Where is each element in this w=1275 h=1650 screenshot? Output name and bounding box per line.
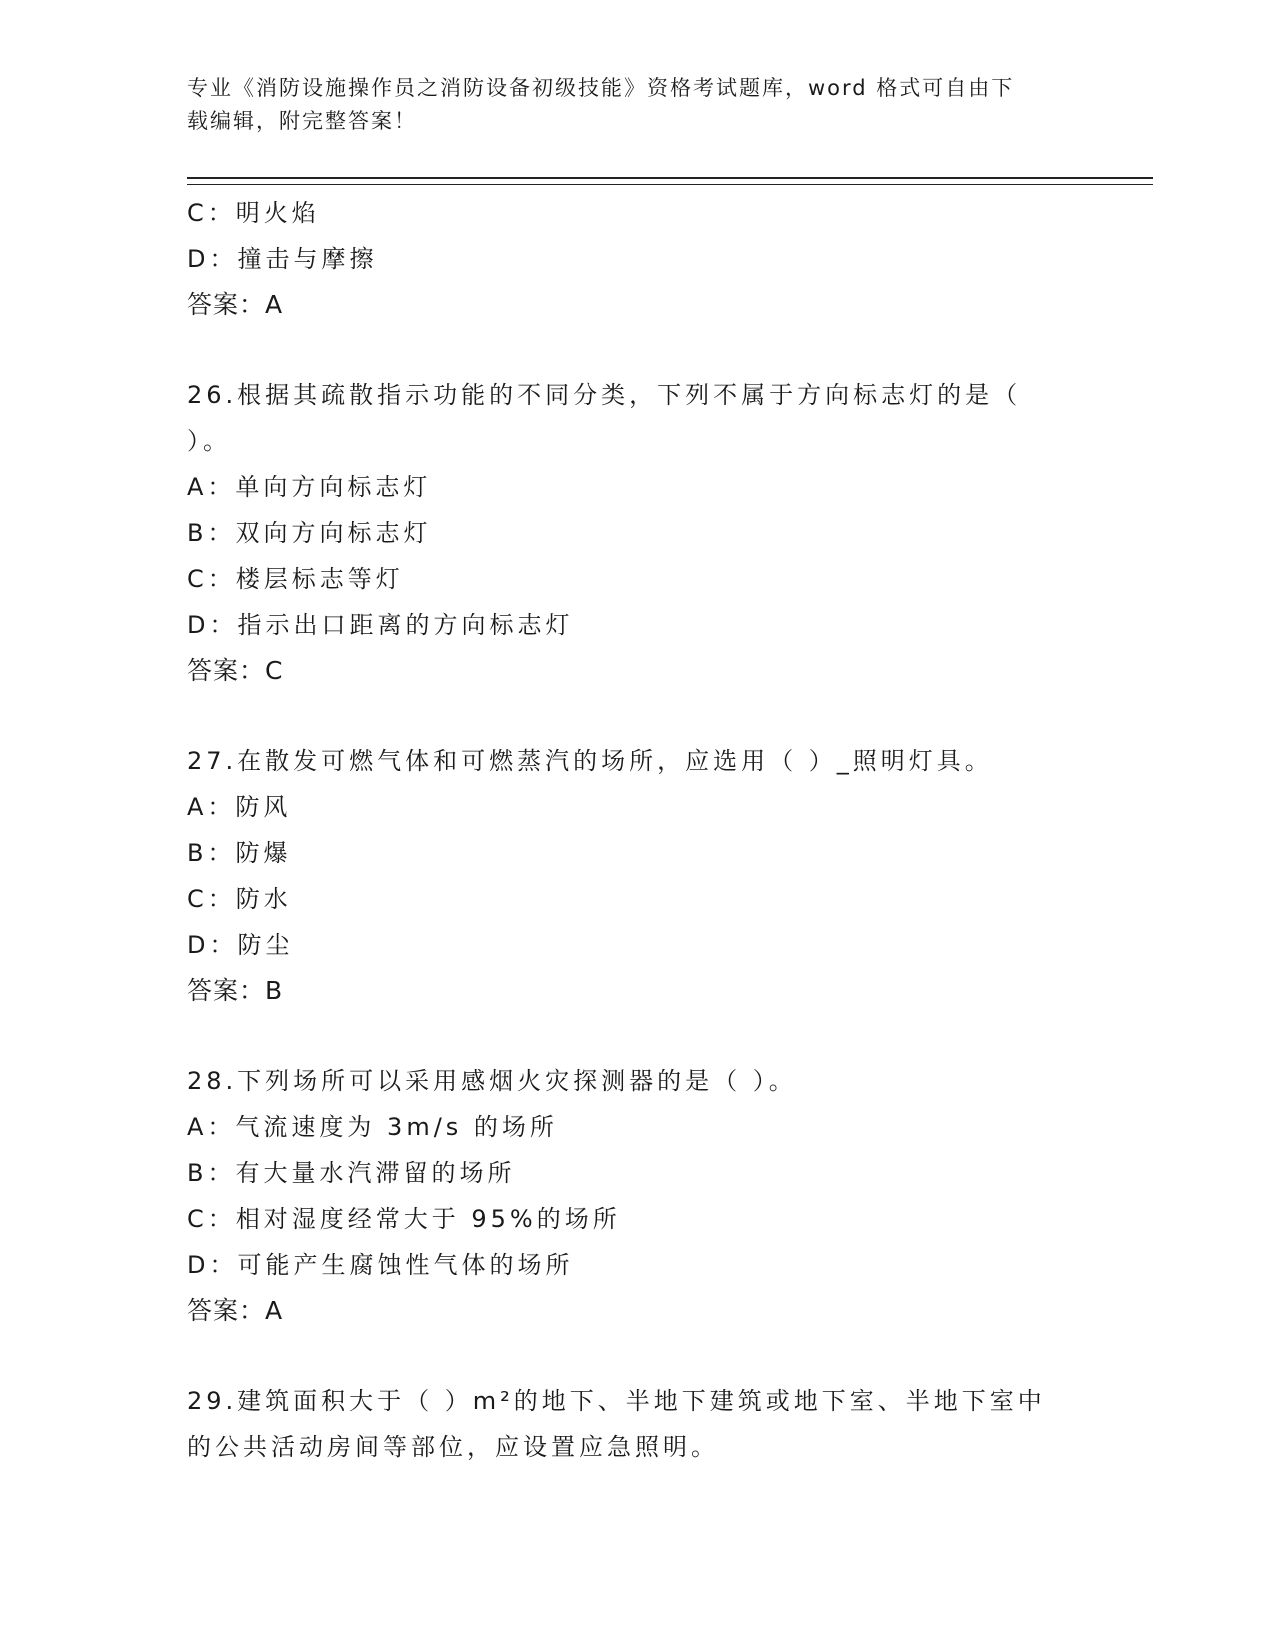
- question-content: [187, 190, 1087, 1470]
- header-line-2: 载编辑，附完整答案！: [187, 109, 417, 133]
- option-b: B：有大量水汽滞留的场所: [187, 1159, 516, 1187]
- answer-line: 答案：A: [187, 290, 284, 319]
- answer-line: 答案：B: [187, 976, 284, 1005]
- question-29: [187, 1378, 1087, 1470]
- header-divider: [187, 177, 1153, 185]
- question-stem: 27.在散发可燃气体和可燃蒸汽的场所，应选用（ ）_照明灯具。: [187, 747, 993, 775]
- answer-line: 答案：C: [187, 656, 284, 685]
- option-c: C：明火焰: [187, 199, 320, 227]
- option-d: D：可能产生腐蚀性气体的场所: [187, 1251, 574, 1279]
- header-line-1: 专业《消防设施操作员之消防设备初级技能》资格考试题库，word 格式可自由下: [187, 76, 1015, 100]
- option-c: C：防水: [187, 885, 292, 913]
- option-c: C：相对湿度经常大于 95%的场所: [187, 1205, 621, 1233]
- option-d: D：指示出口距离的方向标志灯: [187, 611, 574, 639]
- option-d: D：防尘: [187, 931, 294, 959]
- option-c: C：楼层标志等灯: [187, 565, 404, 593]
- option-b: B：防爆: [187, 839, 292, 867]
- question-stem-continued: ）。: [187, 427, 231, 455]
- question-stem: 26.根据其疏散指示功能的不同分类，下列不属于方向标志灯的是（: [187, 381, 1022, 409]
- question-27: [187, 738, 1087, 1014]
- option-d: D：撞击与摩擦: [187, 245, 378, 273]
- option-a: A：防风: [187, 793, 292, 821]
- option-b: B：双向方向标志灯: [187, 519, 432, 547]
- option-a: A：气流速度为 3m/s 的场所: [187, 1113, 558, 1141]
- question-stem: 29.建筑面积大于（ ）m²的地下、半地下建筑或地下室、半地下室中: [187, 1387, 1046, 1415]
- answer-line: 答案：A: [187, 1296, 284, 1325]
- question-stem: 28.下列场所可以采用感烟火灾探测器的是（ ）。: [187, 1067, 797, 1095]
- question-28: [187, 1058, 1087, 1334]
- document-header: [187, 72, 1067, 138]
- question-stem-continued: 的公共活动房间等部位，应设置应急照明。: [187, 1433, 719, 1461]
- question-26: [187, 372, 1087, 694]
- prev-question-block: [187, 190, 1087, 328]
- option-a: A：单向方向标志灯: [187, 473, 432, 501]
